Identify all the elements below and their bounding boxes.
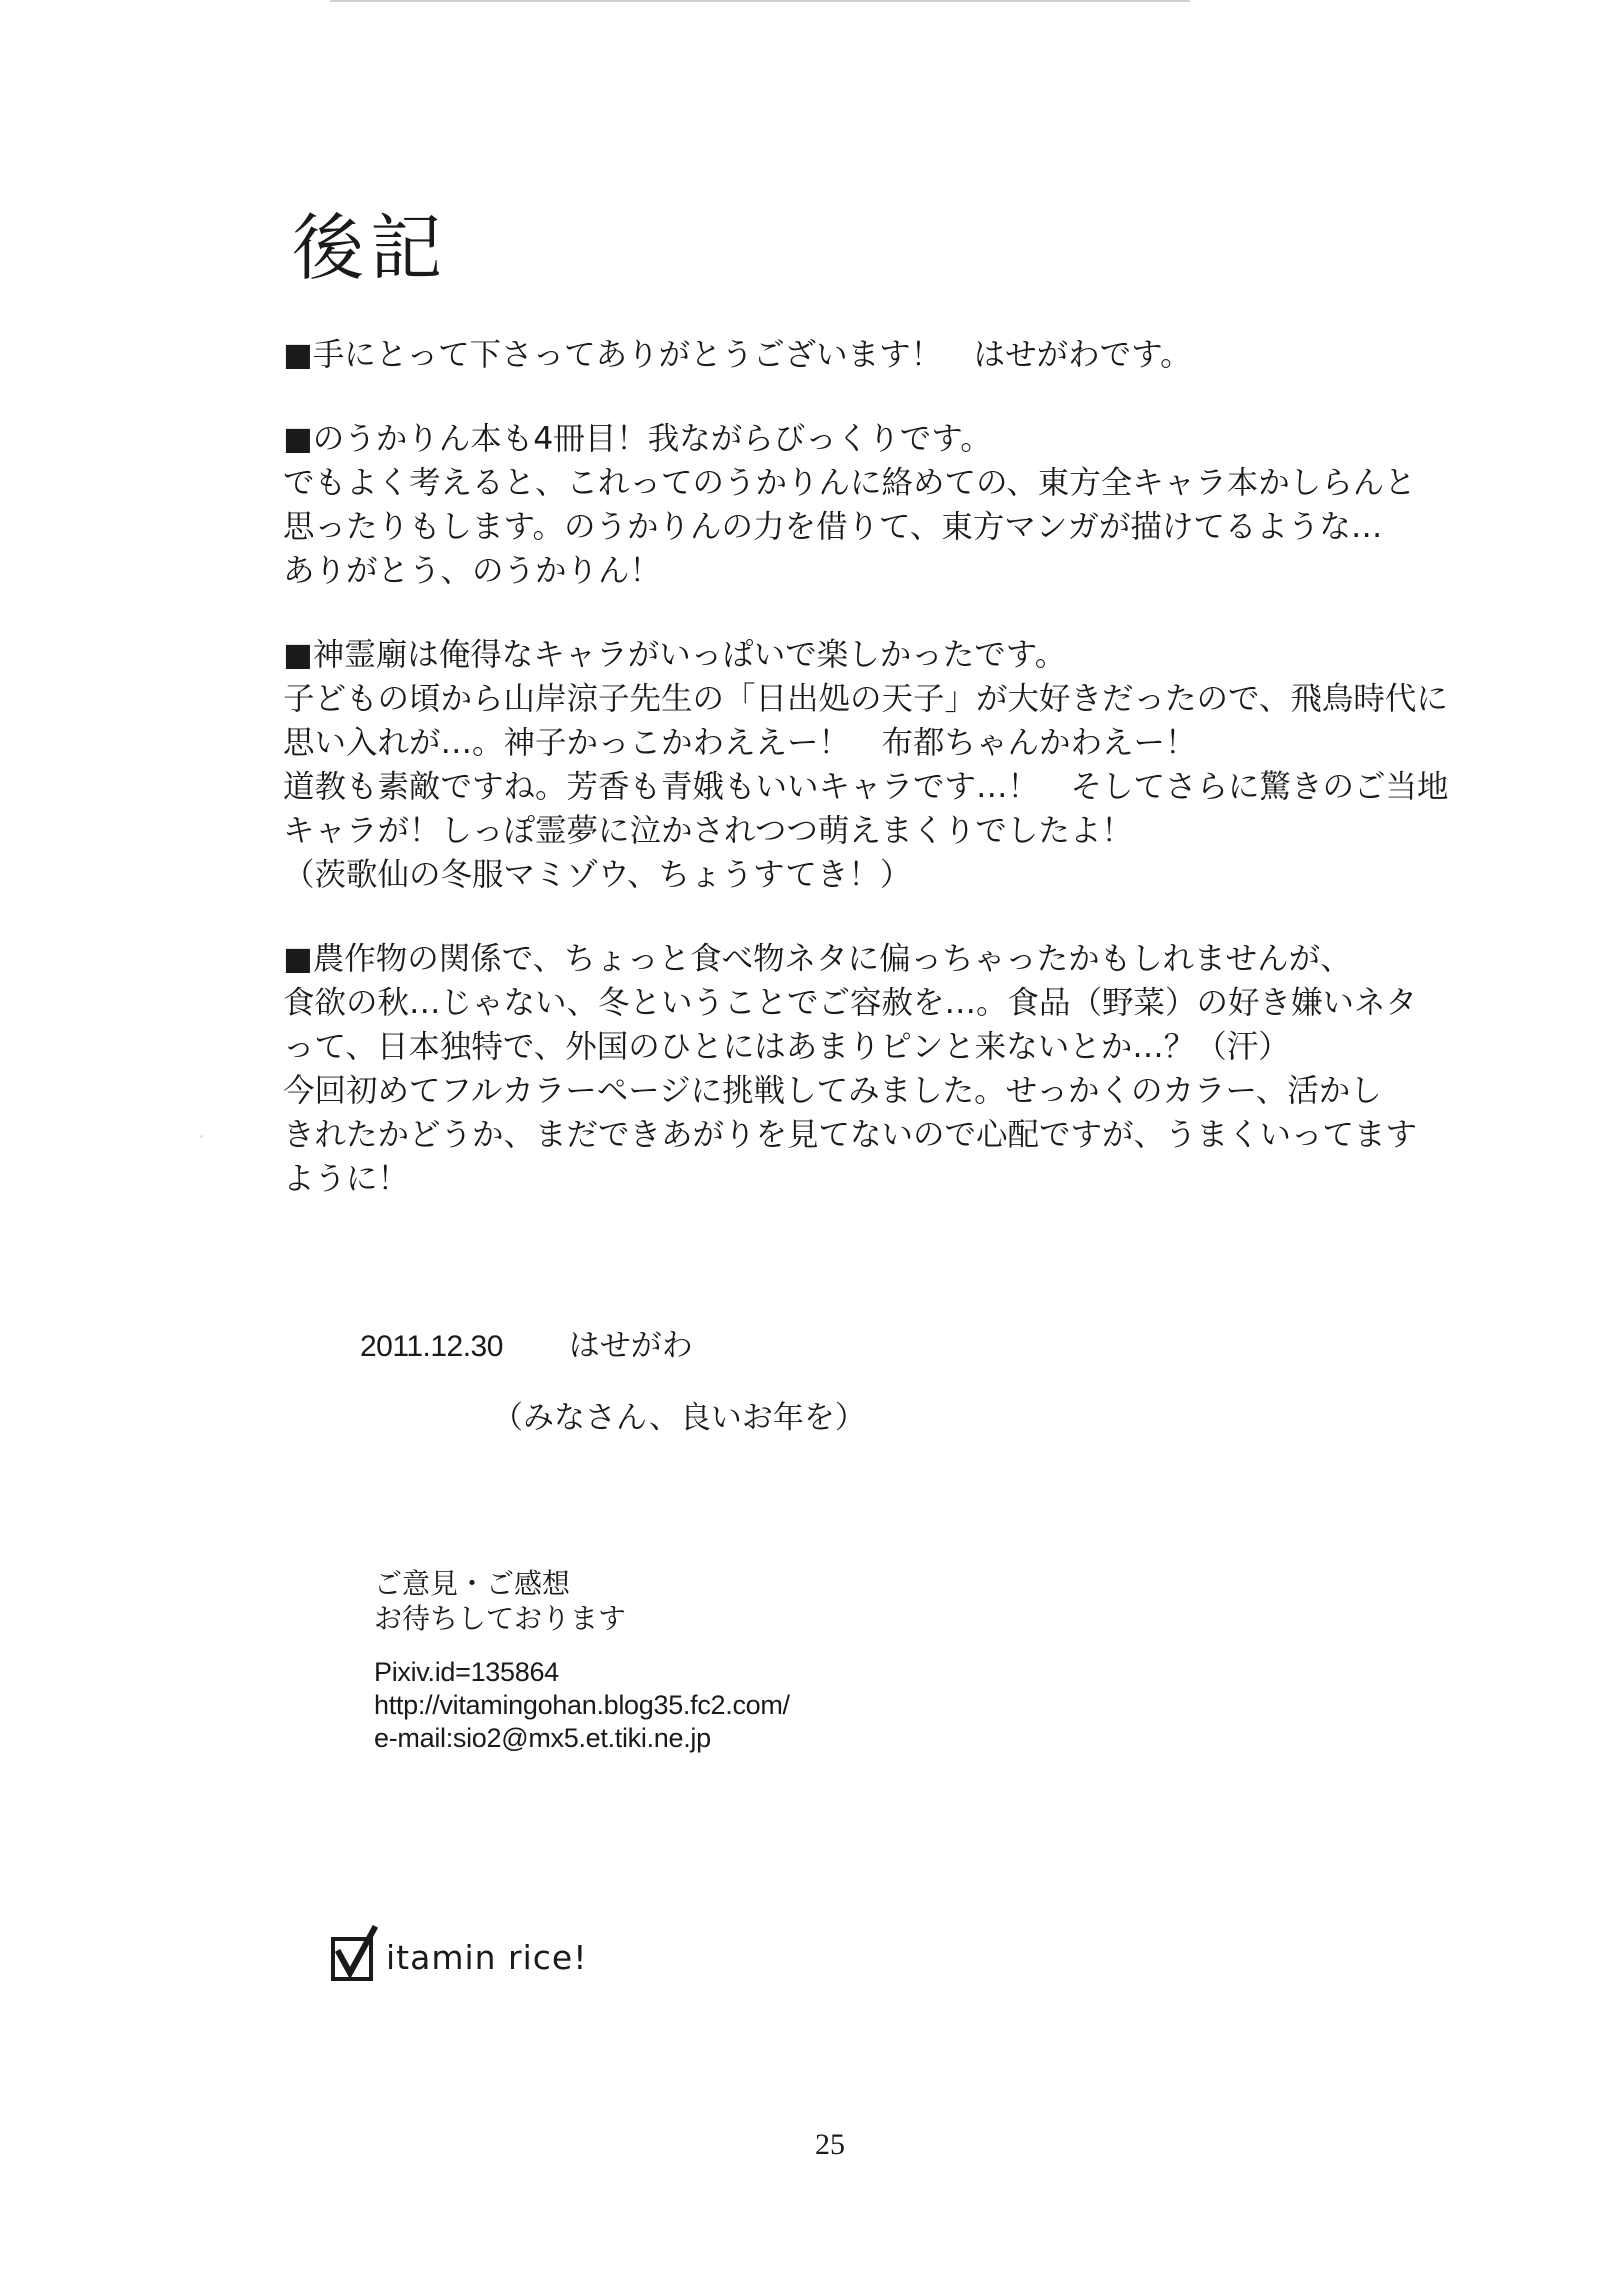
page-number-value: 25	[815, 2128, 845, 2161]
contact-block	[374, 1566, 790, 1755]
paragraph-nouka-rin	[283, 417, 1483, 593]
text-line: ■農作物の関係で、ちょっと食べ物ネタに偏っちゃったかもしれませんが、	[283, 941, 1352, 977]
text-line: ように！	[283, 1161, 410, 1197]
afterword-body	[283, 333, 1483, 1241]
blog-url: http://vitamingohan.blog35.fc2.com/	[374, 1690, 790, 1720]
logo-text: itamin rice!	[386, 1938, 588, 1977]
circle-logo	[330, 1925, 587, 1985]
text-line: ありがとう、のうかりん！	[283, 553, 662, 589]
signature-name: はせがわ	[568, 1328, 693, 1364]
spacer	[374, 1636, 790, 1656]
text-line: 食欲の秋…じゃない、冬ということでご容赦を…。食品（野菜）の好き嫌いネタ	[283, 985, 1418, 1021]
scan-smudge	[200, 1135, 203, 1138]
text-line: でもよく考えると、これってのうかりんに絡めての、東方全キャラ本かしらんと	[283, 465, 1416, 501]
email-address: e-mail:sio2@mx5.et.tiki.ne.jp	[374, 1723, 711, 1753]
text-line: ■のうかりん本も4冊目！我ながらびっくりです。	[283, 421, 992, 457]
page-number	[0, 2128, 1600, 2162]
paragraph-shinreibyou	[283, 633, 1483, 897]
pixiv-id: Pixiv.id=135864	[374, 1657, 559, 1687]
text-line: 思い入れが…。神子かっこかわええー！ 布都ちゃんかわえー！	[283, 725, 1197, 761]
text-line: キャラが！しっぽ霊夢に泣かされつつ萌えまくりでしたよ！	[283, 813, 1133, 849]
text-line: 思ったりもします。のうかりんの力を借りて、東方マンガが描けてるような…	[283, 509, 1383, 545]
text-line: 道教も素敵ですね。芳香も青娥もいいキャラです…！ そしてさらに驚きのご当地	[283, 769, 1449, 805]
signature-date: 2011.12.30	[360, 1330, 503, 1363]
text-line: きれたかどうか、まだできあがりを見てないので心配ですが、うまくいってます	[283, 1117, 1418, 1153]
text-line: 今回初めてフルカラーページに挑戦してみました。せっかくのカラー、活かし	[283, 1073, 1382, 1109]
paragraph-thanks	[283, 333, 1483, 377]
top-rule	[330, 0, 1190, 2]
signature	[360, 1320, 693, 1365]
text-line: （茨歌仙の冬服マミゾウ、ちょうすてき！）	[283, 857, 912, 893]
text-line: って、日本独特で、外国のひとにはあまりピンと来ないとか…？（汗）	[283, 1029, 1290, 1065]
paragraph-crops	[283, 937, 1483, 1201]
page-title: 後記	[292, 206, 449, 290]
contact-line: ご意見・ご感想	[374, 1567, 571, 1600]
text-line: ■神霊廟は俺得なキャラがいっぱいで楽しかったです。	[283, 637, 1067, 673]
checkbox-check-icon	[330, 1925, 382, 1985]
text-line: 子どもの頃から山岸涼子先生の「日出処の天子」が大好きだったので、飛鳥時代に	[283, 681, 1448, 717]
signature-note: （みなさん、良いお年を）	[492, 1400, 866, 1436]
contact-line: お待ちしております	[374, 1602, 627, 1635]
text-line: ■手にとって下さってありがとうございます！ はせがわです。	[283, 337, 1192, 373]
